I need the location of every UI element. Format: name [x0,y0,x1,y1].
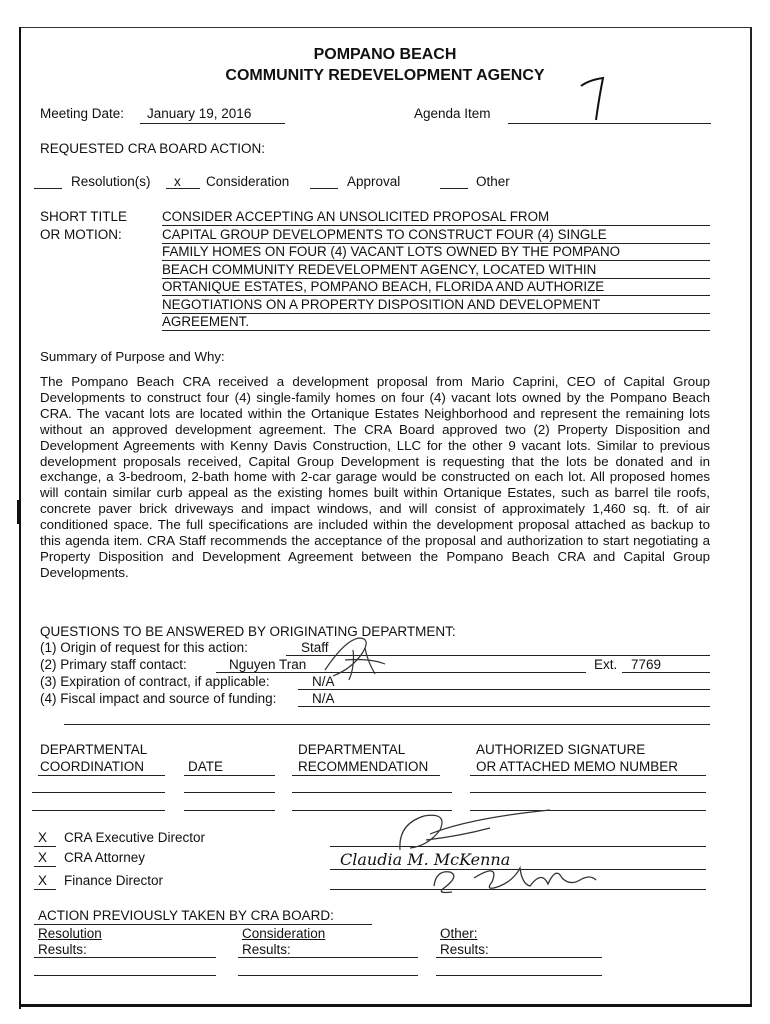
blank-row-line [292,792,452,793]
q4-label: (4) Fiscal impact and source of funding: [40,691,277,706]
previous-other: Other: [440,926,478,941]
agency-name-line1: POMPANO BEACH [313,46,457,63]
page-border-top [19,27,752,28]
signoff-finance: Finance Director [64,873,164,888]
coord-col2: DATE [188,759,224,774]
agenda-number-handwritten [575,74,615,124]
motion-line: FAMILY HOMES ON FOUR (4) VACANT LOTS OWNED BY THE POMPANO [162,243,710,261]
agenda-item-label: Agenda Item [414,106,491,121]
signoff-blank [34,889,56,890]
coord-col3-line [292,775,440,776]
previous-consideration: Consideration [242,926,326,941]
blank-row-line [184,792,275,793]
q2-line [216,672,586,673]
signoff-mark: X [38,850,48,865]
coord-col4a: AUTHORIZED SIGNATURE [476,742,646,757]
agenda-item-line [508,123,711,124]
coord-col4b: OR ATTACHED MEMO NUMBER [476,759,679,774]
meeting-date-line [140,123,285,124]
q3-line [298,689,710,690]
motion-line: AGREEMENT. [162,313,710,331]
coord-col1a: DEPARTMENTAL [40,742,148,757]
q4-value: N/A [312,691,335,706]
attorney-signature: Claudia M. McKenna [340,850,511,869]
margin-mark [17,500,19,524]
requested-action-label: REQUESTED CRA BOARD ACTION: [40,141,266,156]
meeting-date-label: Meeting Date: [40,106,125,121]
short-title-label: SHORT TITLE [40,209,128,224]
approval-option: Approval [347,174,401,189]
coord-col4-line [470,775,706,776]
previous-action-line [34,924,372,925]
motion-line: CONSIDER ACCEPTING AN UNSOLICITED PROPOSAL FROM [162,208,710,226]
q-extra-line [64,724,710,725]
motion-line: NEGOTIATIONS ON A PROPERTY DISPOSITION AND DEVELOPMENT [162,296,710,314]
coord-col3a: DEPARTMENTAL [298,742,406,757]
exec-director-signature [370,806,560,856]
blank-row-line [184,810,275,811]
signoff-attorney: CRA Attorney [64,850,146,865]
signoff-blank [34,866,56,867]
coord-col3b: RECOMMENDATION [298,759,429,774]
ext-label: Ext. [594,657,618,672]
previous-resolution: Resolution [38,926,102,941]
consideration-option: Consideration [206,174,290,189]
previous-action-label: ACTION PREVIOUSLY TAKEN BY CRA BOARD: [38,908,334,923]
q2-label: (2) Primary staff contact: [40,657,187,672]
approval-blank [310,188,338,189]
other-option: Other [476,174,510,189]
resolution-blank [34,188,62,189]
coord-col1b: COORDINATION [40,759,144,774]
results-line [238,957,418,958]
agency-name-line2: COMMUNITY REDEVELOPMENT AGENCY [225,67,545,84]
previous-consideration-results: Results: [242,942,291,957]
coord-col1-line [38,775,165,776]
blank-row-line [32,810,165,811]
motion-line: BEACH COMMUNITY REDEVELOPMENT AGENCY, LOCATED WITHIN [162,261,710,279]
motion-line: ORTANIQUE ESTATES, POMPANO BEACH, FLORIDA AND AUTHORIZE [162,278,710,296]
signoff-blank [34,846,56,847]
previous-resolution-results: Results: [38,942,87,957]
results-line [34,975,216,976]
previous-other-results: Results: [440,942,489,957]
results-line [34,957,216,958]
results-line [238,975,418,976]
finance-signature [430,856,600,896]
consideration-mark: x [174,174,181,189]
ext-line [622,672,710,673]
other-blank [440,188,468,189]
motion-line: CAPITAL GROUP DEVELOPMENTS TO CONSTRUCT FOUR (4) SINGLE [162,226,710,244]
signoff-exec-director: CRA Executive Director [64,830,206,845]
q1-value: Staff [301,640,329,655]
signoff-mark: X [38,830,48,845]
coord-col2-line [184,775,275,776]
results-line [436,975,602,976]
or-motion-label: OR MOTION: [40,227,122,242]
staff-initials-signature [315,630,395,685]
ext-value: 7769 [631,657,662,672]
meeting-date-value: January 19, 2016 [147,106,252,121]
page-border-right [750,27,752,1007]
q3-label: (3) Expiration of contract, if applicable: [40,674,270,689]
q4-line [298,706,710,707]
page-border-bottom [19,1004,752,1007]
blank-row-line [470,792,706,793]
summary-label: Summary of Purpose and Why: [40,349,225,364]
q2-value: Nguyen Tran [229,657,307,672]
results-line [436,957,602,958]
blank-row-line [32,792,165,793]
q1-label: (1) Origin of request for this action: [40,640,248,655]
signoff-mark: X [38,873,48,888]
page-border-left [19,27,21,1009]
resolution-option: Resolution(s) [71,174,151,189]
consideration-blank [166,188,200,189]
questions-label: QUESTIONS TO BE ANSWERED BY ORIGINATING DEPARTMENT: [40,624,456,639]
q3-value: N/A [312,674,335,689]
summary-paragraph: The Pompano Beach CRA received a development proposal from Mario Caprini, CEO of Capital Group Developments to construct four (4) single-family homes on four (4) vacant lots owned by the Pompano Beach CRA. The vacant lots are located within the Ortanique Estates Neighborhood and represent the remaining lots without an approved development agreement. The CRA Board approved two (2) Property Disposition and Development Agreements with Kenny Davis Construction, LLC for the other 9 vacant lots. Similar to previous development proposals received, Capital Group Development is requesting that the lots be donated and in exchange, a 3-bedroom, 2-bath home with 2-car garage would be constructed on each lot. All proposed homes will contain similar curb appeal as the existing homes built within Ortanique Estates, such as barrel tile roofs, concrete paver brick driveways and impact windows, and will consist of approximately 1,460 sq. ft. of air conditioned space. The full specifications are included within the development proposal attached as backup to this agenda item. CRA Staff recommends the acceptance of the proposal and authorization to start negotiating a Property Disposition and Development Agreement between the Pompano Beach CRA and Capital Group Developments. [40,374,710,580]
summary-body [40,374,710,597]
